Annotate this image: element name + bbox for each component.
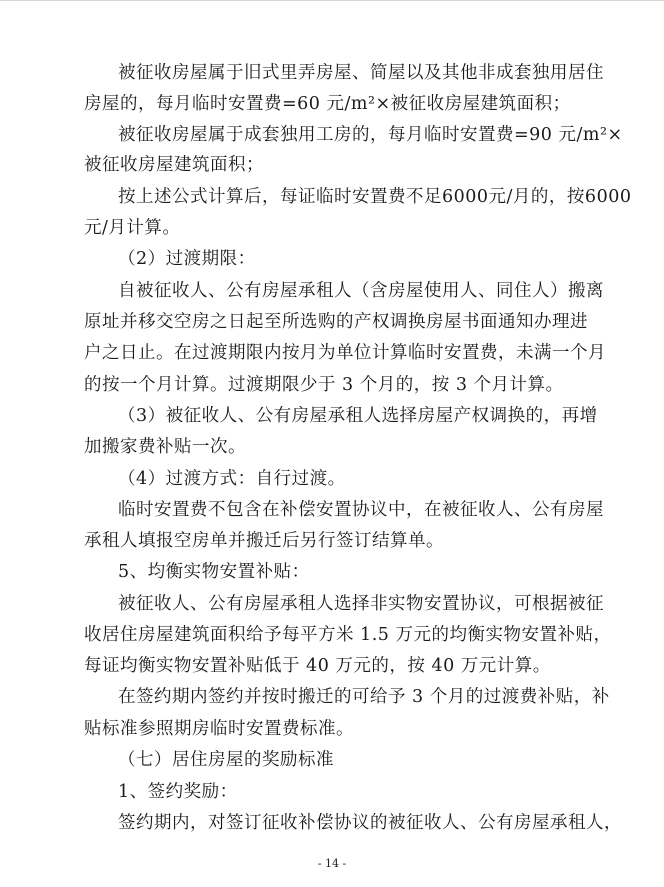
text-line: 签约期内，对签订征收补偿协议的被征收人、公有房屋承租人， — [118, 813, 622, 833]
text-line: 在签约期内签约并按时搬迁的可给予 3 个月的过渡费补贴，补 — [118, 687, 610, 707]
text-line: 收居住房屋建筑面积给予每平方米 1.5 万元的均衡实物安置补贴， — [84, 625, 612, 645]
text-line: 自被征收人、公有房屋承租人（含房屋使用人、同住人）搬离 — [118, 281, 604, 301]
text-line: 房屋的，每月临时安置费=60 元/m²×被征收房屋建筑面积； — [84, 94, 571, 114]
text-line: （3）被征收人、公有房屋承租人选择房屋产权调换的，再增 — [118, 406, 598, 426]
text-line: 按上述公式计算后，每证临时安置费不足6000元/月的，按6000 — [118, 187, 632, 207]
text-line: 原址并移交空房之日起至所选购的产权调换房屋书面通知办理进 — [84, 312, 588, 332]
section-heading: （4）过渡方式：自行过渡。 — [118, 469, 346, 489]
text-line: 户之日止。在过渡期限内按月为单位计算临时安置费，未满一个月 — [84, 343, 606, 363]
chapter-heading: （七）居住房屋的奖励标准 — [118, 750, 334, 770]
section-heading: 5、均衡实物安置补贴： — [118, 562, 310, 582]
text-line: 承租人填报空房单并搬迁后另行签订结算单。 — [84, 531, 444, 551]
page-number: - 14 - — [317, 857, 347, 870]
text-line: 被征收人、公有房屋承租人选择非实物安置协议，可根据被征 — [118, 594, 604, 614]
text-line: 被征收房屋属于成套独用工房的，每月临时安置费=90 元/m²× — [118, 125, 623, 145]
text-line: 被征收房屋建筑面积； — [84, 155, 264, 175]
text-line: 每证均衡实物安置补贴低于 40 万元的，按 40 万元计算。 — [84, 656, 551, 676]
text-line: 元/月计算。 — [84, 218, 181, 238]
text-line: 贴标准参照期房临时安置费标准。 — [84, 719, 354, 739]
section-heading: 1、签约奖励： — [118, 782, 238, 802]
section-heading: （2）过渡期限： — [118, 249, 256, 269]
text-line: 的按一个月计算。过渡期限少于 3 个月的，按 3 个月计算。 — [84, 375, 564, 395]
text-line: 临时安置费不包含在补偿安置协议中，在被征收人、公有房屋 — [118, 500, 604, 520]
text-line: 被征收房屋属于旧式里弄房屋、简屋以及其他非成套独用居住 — [118, 63, 604, 83]
text-line: 加搬家费补贴一次。 — [84, 437, 246, 457]
